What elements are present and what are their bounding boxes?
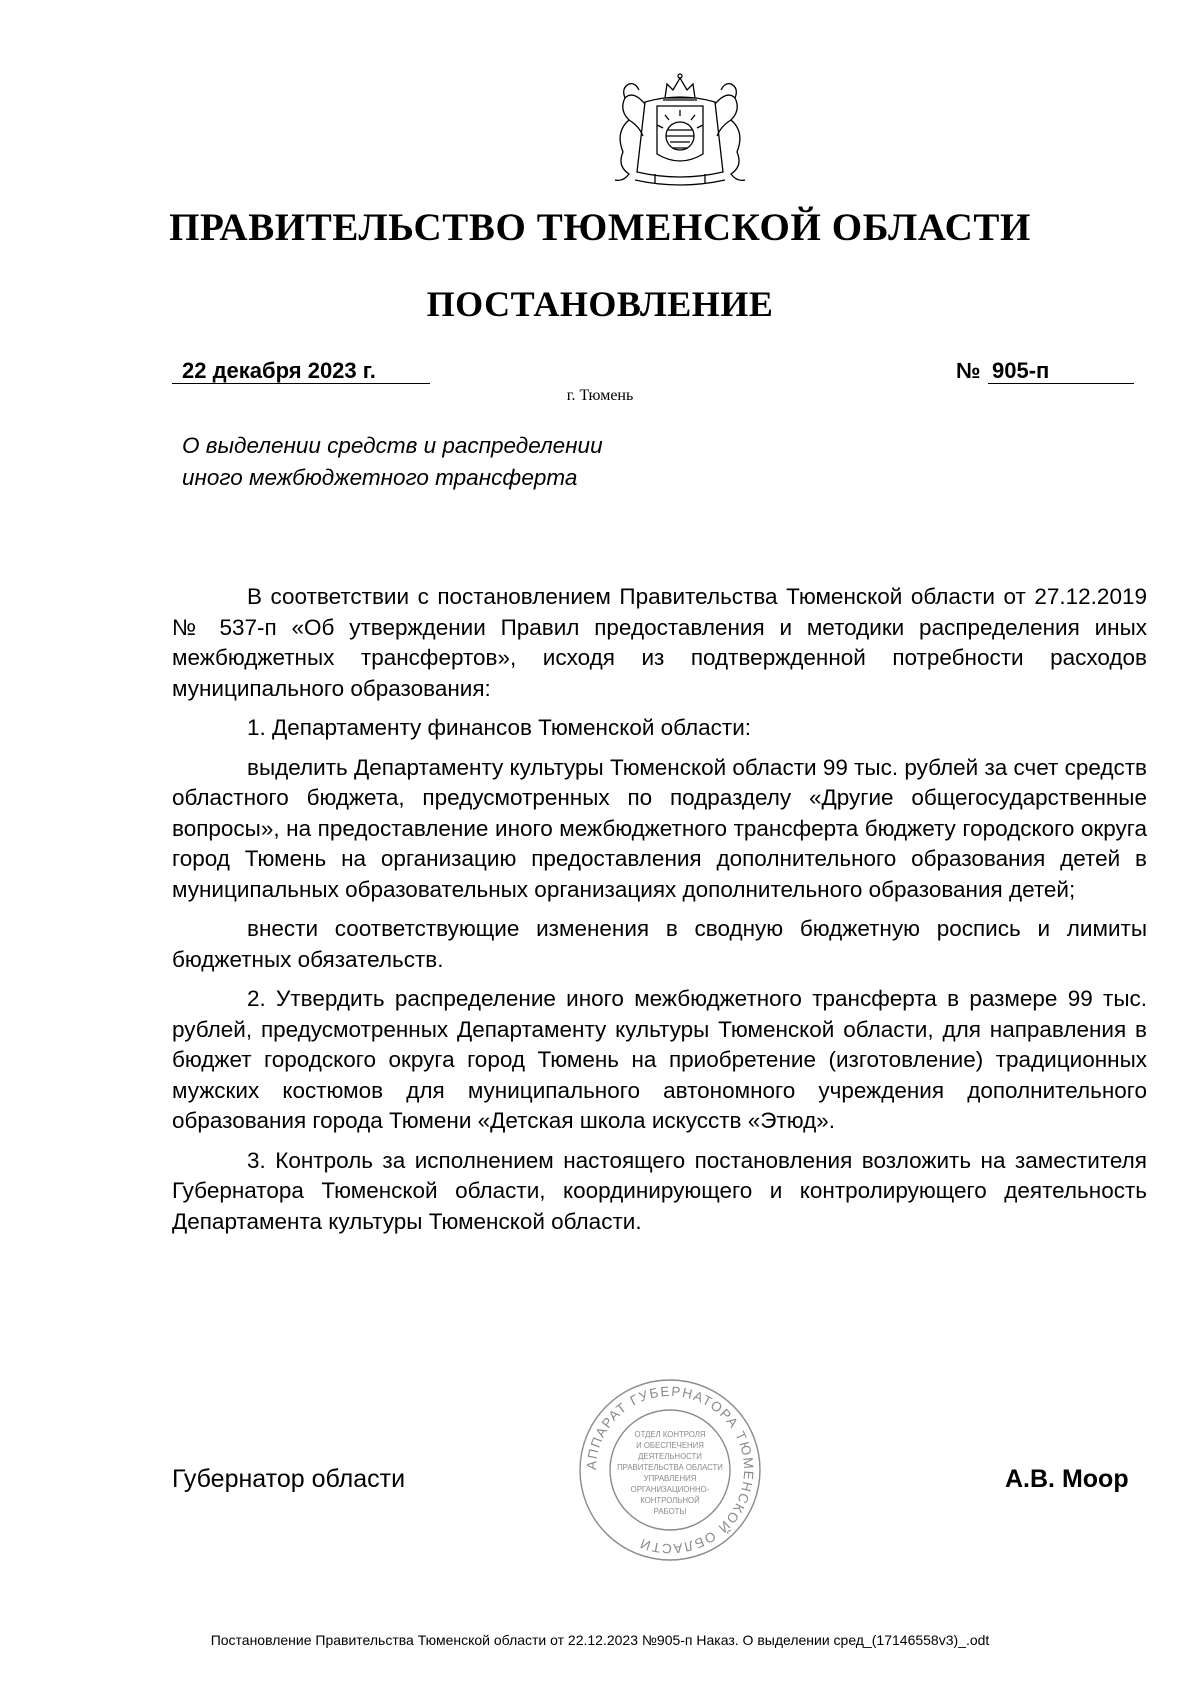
city-label: г. Тюмень [566,387,634,404]
subject-line-1: О выделении средств и распределении [182,433,603,458]
stamp-line: УПРАВЛЕНИЯ [643,1474,697,1483]
document-date: 22 декабря 2023 г. [172,358,430,384]
signature-name: А.В. Моор [1005,1465,1129,1493]
stamp-line: ОРГАНИЗАЦИОННО- [630,1485,710,1494]
body-paragraph-2: 1. Департаменту финансов Тюменской области: [247,715,752,740]
body-paragraph-1: В соответствии с постановлением Правительства Тюменской области от 27.12.2019 № 537-п «Об утверждении Правил предоставления и методики распределения иных межбюджетных трансфертов», исходя из подтвержденной потребности расходов муниципального образования: [172,584,1147,701]
document-subject [182,430,782,494]
coat-of-arms-icon [595,70,765,190]
stamp-line: РАБОТЫ [653,1507,687,1516]
signature-title: Губернатор области [172,1465,406,1493]
document-number: 905-п [988,358,1134,384]
stamp-line: ОТДЕЛ КОНТРОЛЯ [634,1430,706,1439]
stamp-line: ДЕЯТЕЛЬНОСТИ [638,1452,702,1461]
document-type: ПОСТАНОВЛЕНИЕ [426,284,774,324]
body-paragraph-6: 3. Контроль за исполнением настоящего постановления возложить на заместителя Губернатора Тюменской области, координирующего и контролирующего деятельность Департамента культуры Тюменской области. [172,1147,1147,1234]
official-stamp [575,1375,765,1565]
number-label: № [956,358,981,383]
document-body [172,582,1147,1246]
body-paragraph-4: внести соответствующие изменения в сводную бюджетную роспись и лимиты бюджетных обязательств. [172,916,1147,972]
subject-line-2: иного межбюджетного трансферта [182,465,578,490]
body-paragraph-5: 2. Утвердить распределение иного межбюджетного трансферта в размере 99 тыс. рублей, предусмотренных Департаменту культуры Тюменской области, для направления в бюджет городского округа город Тюмень на приобретение (изготовление) традиционных мужских костюмов для муниципального автономного учреждения дополнительного образования города Тюмени «Детская школа искусств «Этюд». [172,986,1147,1133]
stamp-line: ПРАВИТЕЛЬСТВА ОБЛАСТИ [617,1463,723,1472]
document-footer: Постановление Правительства Тюменской области от 22.12.2023 №905-п Наказ. О выделении сред_(17146558v3)_.odt [210,1632,990,1648]
stamp-line: И ОБЕСПЕЧЕНИЯ [636,1441,704,1450]
government-title: ПРАВИТЕЛЬСТВО ТЮМЕНСКОЙ ОБЛАСТИ [169,206,1031,249]
stamp-outer-text: АППАРАТ ГУБЕРНАТОРА ТЮМЕНСКОЙ ОБЛАСТИ [583,1383,757,1557]
stamp-line: КОНТРОЛЬНОЙ [640,1496,700,1505]
body-paragraph-3: выделить Департаменту культуры Тюменской области 99 тыс. рублей за счет средств областного бюджета, предусмотренных по подразделу «Другие общегосударственные вопросы», на предоставление иного межбюджетного трансферта бюджету городского округа город Тюмень на организацию предоставления дополнительного образования детей в муниципальных образовательных организациях дополнительного образования детей; [172,754,1147,902]
